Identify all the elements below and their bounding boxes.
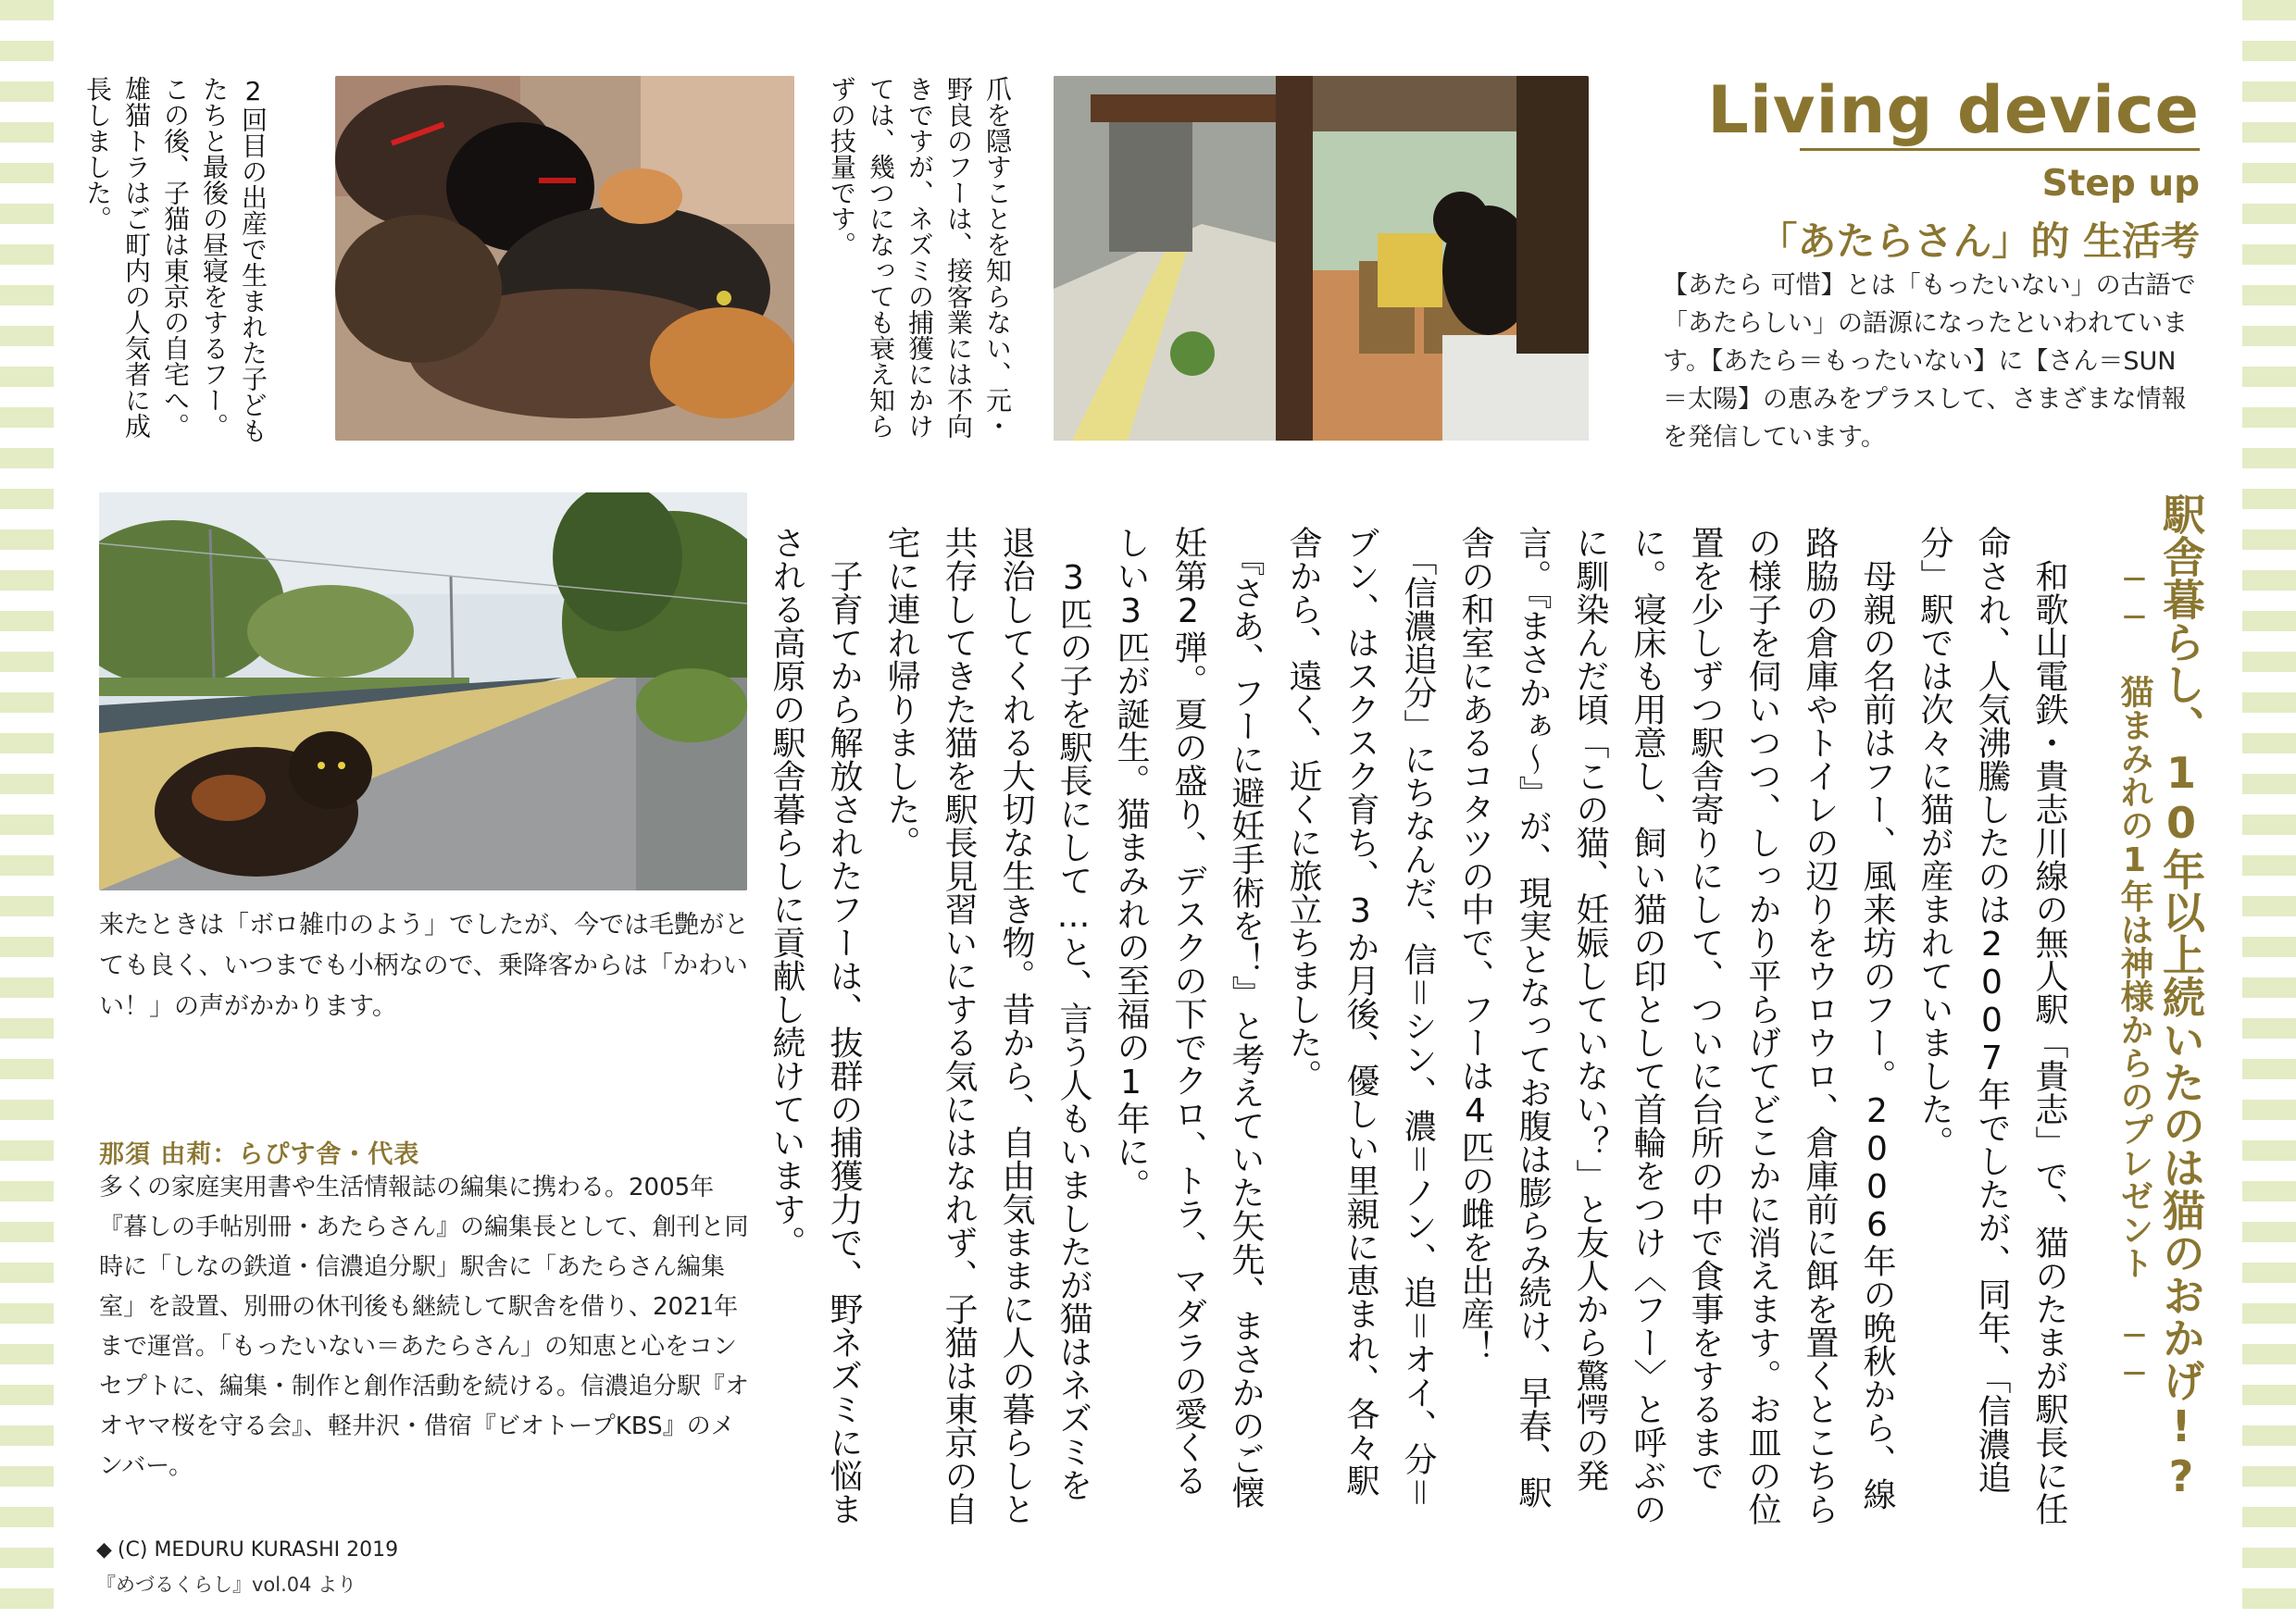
photo-caption-station-cat: 爪を隠すことを知らない、元・野良のフーは、接客業には不向きですが、ネズミの捕獲にかけては、幾つになっても衰え知らずの技量です。 bbox=[827, 76, 1013, 439]
section-subtitle: 「あたらさん」的 生活考 bbox=[1758, 218, 2200, 264]
section-step: Step up bbox=[2041, 163, 2200, 205]
footer-source: 『めづるくらし』vol.04 より bbox=[96, 1574, 357, 1596]
footer-copyright bbox=[96, 1538, 398, 1562]
left-stripe-border bbox=[0, 0, 54, 1618]
photo-sleeping-cats bbox=[335, 76, 794, 441]
photo-station-cat bbox=[1054, 76, 1589, 441]
photo-platform-cat bbox=[99, 492, 747, 890]
article-body: 和歌山電鉄・貴志川線の無人駅「貴志」で、猫のたまが駅長に任命され、人気沸騰したのは2007年でしたが、同年、「信濃追分」駅では次々に猫が産まれていました。 母親の名前はフー、風来坊のフー。2006年の晩秋から、線路脇の倉庫やトイレの辺りをウロウロ、倉庫前に餌を置くとこちらの様子を伺いつつ、しっかり平らげてどこかに消えます。お皿の位置を少しずつ駅舎寄りにして、ついに台所の中で食事をするまでに。寝床も用意し、飼い猫の印として首輪をつけ〈フー〉と呼ぶのに馴染んだ頃「この猫、妊娠していない？」と友人から驚愕の発言。『まさかぁ〜』が、現実となってお腹は膨らみ続け、早春、駅舎の和室にあるコタツの中で、フーは4匹の雌を出産！ 「信濃追分」にちなんだ、信＝シン、濃＝ノン、追＝オイ、分＝ブン、はスクスク育ち、3か月後、優しい里親に恵まれ、各々駅舎から、遠く、近くに旅立ちました。 『さあ、フーに避妊手術を！』と考えていた矢先、まさかのご懐妊第2弾。夏の盛り、デスクの下でクロ、トラ、マダラの愛くるしい3匹が誕生。猫まみれの至福の1年に。 3匹の子を駅長にして…と、言う人もいましたが猫はネズミを退治してくれる大切な生き物。昔から、自由気ままに人の暮らしと共存してきた猫を駅長見習いにする気にはなれず、子猫は東京の自宅に連れ帰りました。 子育てから解放されたフーは、抜群の捕獲力で、野ネズミに悩まされる高原の駅舎暮らしに貢献し続けています。 bbox=[767, 526, 2068, 1525]
author-bio: 多くの家庭実用書や生活情報誌の編集に携わる。2005年『暮しの手帖別冊・あたらさん』の編集長として、創刊と同時に「しなの鉄道・信濃追分駅」駅舎に「あたらさん編集室」を設置、別冊の休刊後も継続して駅舎を借り、2021年まで運営。「もったいない＝あたらさん」の知恵と心をコンセプトに、編集・制作と創作活動を続ける。信濃追分駅『オオヤマ桜を守る会』、軽井沢・借宿『ビオトープKBS』のメンバー。 bbox=[99, 1174, 750, 1480]
photo-caption-platform-cat: 来たときは「ボロ雑巾のよう」でしたが、今では毛艶がとても良く、いつまでも小柄なので、乗降客からは「かわいい！」の声がかかります。 bbox=[99, 911, 749, 1021]
author-name: 那須 由莉：らぴす舎・代表 bbox=[99, 1140, 420, 1169]
feature-subtitle: ── 猫まみれの1年は神様からのプレゼント ── bbox=[2115, 561, 2153, 1393]
diamond-icon: ◆ bbox=[96, 1538, 112, 1562]
feature-title: 駅舎暮らし、10年以上続いたのは猫のおかげ!? bbox=[2156, 492, 2206, 1501]
title-rule bbox=[1800, 148, 2200, 151]
photo-caption-sleeping-cats: 2回目の出産で生まれた子どもたちと最後の昼寝をするフー。この後、子猫は東京の自宅へ。雄猫トラはご町内の人気者に成長しました。 bbox=[82, 76, 268, 443]
right-stripe-border bbox=[2242, 0, 2296, 1618]
copyright-text: (C) MEDURU KURASHI 2019 bbox=[117, 1538, 399, 1562]
section-description: 【あたら 可惜】とは「もったいない」の古語で「あたらしい」の語源になったといわれています。【あたら＝もったいない】に【さん＝SUN＝太陽】の恵みをプラスして、さまざまな情報を発信しています。 bbox=[1663, 271, 2196, 452]
section-title: Living device bbox=[1707, 72, 2200, 148]
